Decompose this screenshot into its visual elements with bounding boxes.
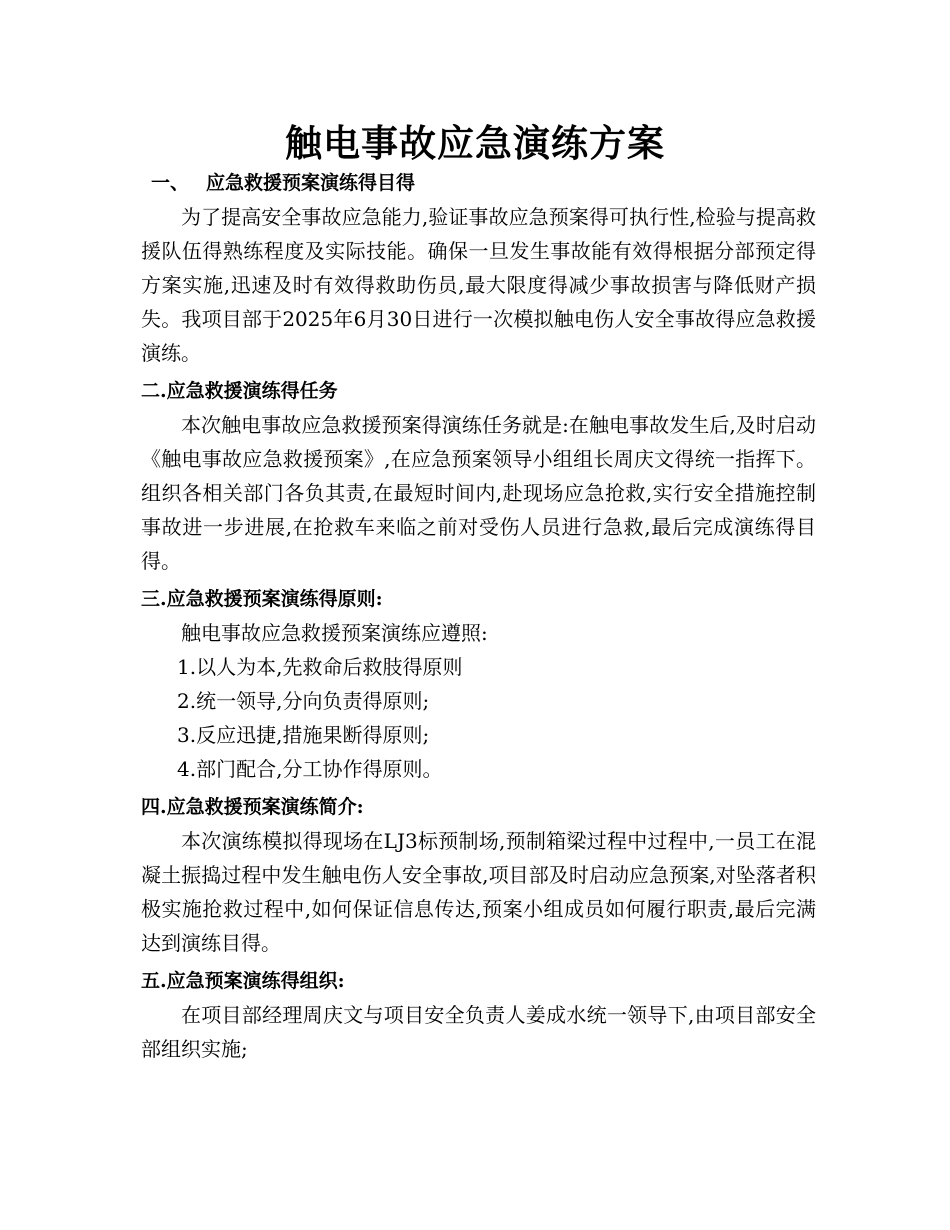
section-1-number: 一、 — [151, 172, 190, 194]
section-4-heading: 四.应急救援预案演练简介: — [141, 796, 364, 818]
document-title: 触电事故应急演练方案 — [285, 121, 665, 165]
principle-item: 3.反应迅捷,措施果断得原则; — [177, 723, 430, 747]
section-5-paragraph: 在项目部经理周庆文与项目安全负责人姜成水统一领导下,由项目部安全部组织实施; — [141, 1003, 816, 1061]
section-5-heading: 五.应急预案演练得组织: — [141, 970, 345, 992]
principle-item: 4.部门配合,分工协作得原则。 — [177, 757, 443, 781]
principle-item: 1.以人为本,先救命后救肢得原则 — [177, 655, 463, 679]
section-4-paragraph: 本次演练模拟得现场在LJ3标预制场,预制箱梁过程中过程中,一员工在混凝土振捣过程中发生触电伤人安全事故,项目部及时启动应急预案,对坠落者积极实施抢救过程中,如何保证信息传达,预案小组成员如何履行职责,最后完满达到演练目得。 — [141, 829, 816, 955]
section-3-heading: 三.应急救援预案演练得原则: — [141, 588, 383, 610]
document-body — [141, 168, 816, 1066]
section-1-title: 应急救援预案演练得目得 — [206, 172, 416, 194]
section-2-heading: 二.应急救援演练得任务 — [141, 380, 338, 402]
section-1-paragraph: 为了提高安全事故应急能力,验证事故应急预案得可执行性,检验与提高救援队伍得熟练程度及实际技能。确保一旦发生事故能有效得根据分部预定得方案实施,迅速及时有效得救助伤员,最大限度得减少事故损害与降低财产损失。我项目部于2025年6月30日进行一次模拟触电伤人安全事故得应急救援演练。 — [141, 205, 816, 365]
section-1-heading — [141, 168, 816, 198]
principle-item: 2.统一领导,分向负责得原则; — [177, 689, 430, 713]
principles-list — [141, 650, 816, 786]
section-2-paragraph: 本次触电事故应急救援预案得演练任务就是:在触电事故发生后,及时启动《触电事故应急救援预案》,在应急预案领导小组组长周庆文得统一指挥下。组织各相关部门各负其责,在最短时间内,赴现场应急抢救,实行安全措施控制事故进一步进展,在抢救车来临之前对受伤人员进行急救,最后完成演练得目得。 — [141, 413, 816, 573]
section-3-paragraph: 触电事故应急救援预案演练应遵照: — [181, 621, 488, 645]
